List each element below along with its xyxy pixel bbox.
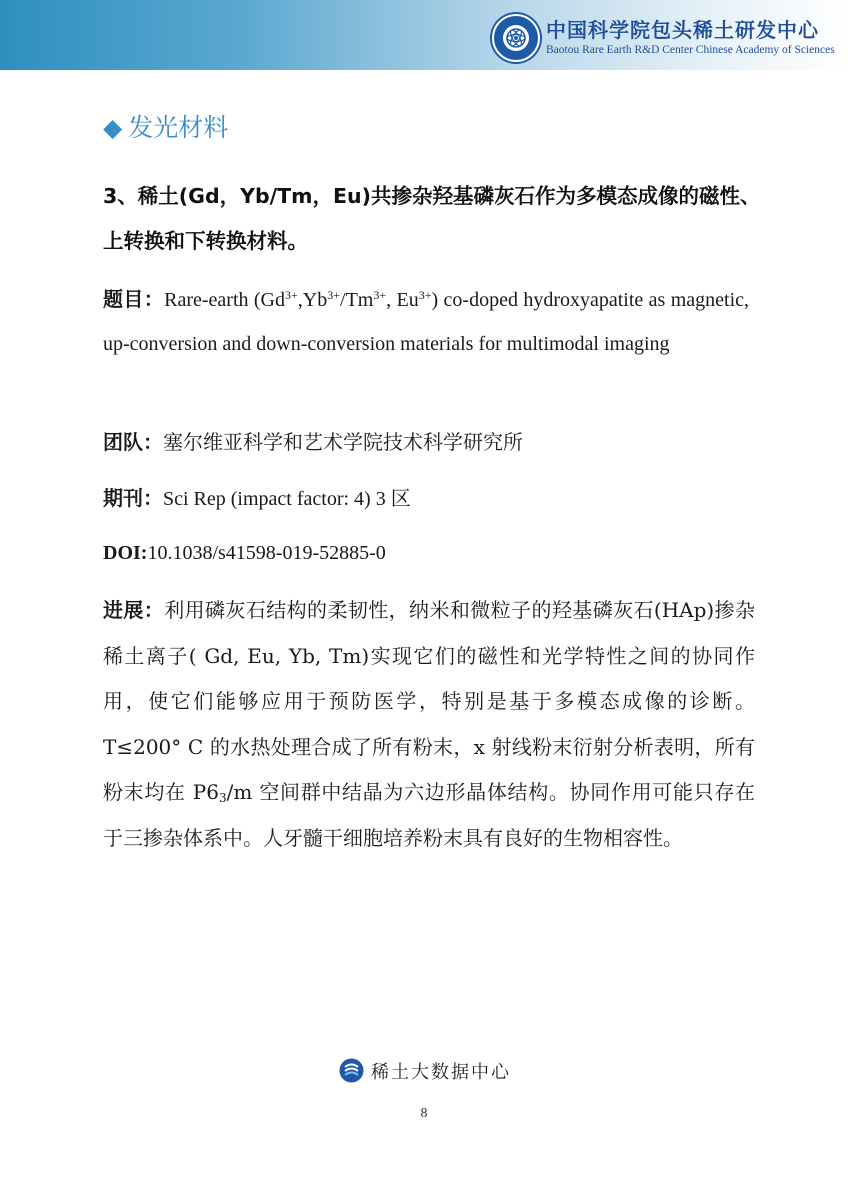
title-text-part: ,Yb [297, 289, 328, 311]
team-text: 塞尔维亚科学和艺术学院技术科学研究所 [163, 430, 523, 454]
title-text-part: ) co-doped hydroxyapatite as magnetic, up-conversion and down-conversion materials for multimodal imaging [103, 289, 750, 355]
article-headline: 3、稀土(Gd，Yb/Tm，Eu)共掺杂羟基磷灰石作为多模态成像的磁性、上转换和下转换材料。 [103, 184, 761, 253]
progress-subscript: 3 [218, 791, 227, 805]
cas-logo-icon [492, 14, 540, 62]
journal-label: 期刊： [103, 486, 163, 510]
progress-label: 进展： [103, 598, 165, 622]
title-text-part: Rare-earth (Gd [164, 289, 285, 311]
article-doi [103, 531, 749, 575]
article-progress [103, 588, 755, 861]
team-label: 团队： [103, 430, 163, 454]
article-title [103, 277, 749, 366]
progress-text-part: /m 空间群中结晶为六边形晶体结构。协同作用可能只存在于三掺杂体系中。人牙髓干细胞培养粉末具有良好的生物相容性。 [103, 780, 755, 850]
diamond-icon: ◆ [103, 113, 123, 142]
title-superscript: 3+ [327, 288, 341, 302]
footer-text: 稀土大数据中心 [371, 1062, 511, 1083]
progress-text-part: 利用磷灰石结构的柔韧性，纳米和微粒子的羟基磷灰石(HAp)掺杂稀土离子( Gd, Eu, Yb, Tm)实现它们的磁性和光学特性之间的协同作用，使它们能够应用于预防医学，特别是基于多模态成像的诊断。T≤200° C 的水热处理合成了所有粉末，x 射线粉末衍射分析表明，所有粉末均在 P6 [103, 598, 756, 804]
article-team [103, 420, 749, 465]
org-name-en: Baotou Rare Earth R&D Center Chinese Academy of Sciences [546, 44, 835, 56]
journal-text: Sci Rep (impact factor: 4) 3 区 [163, 488, 411, 510]
section-title-text: 发光材料 [128, 113, 229, 142]
title-text-part: , Eu [386, 289, 419, 311]
title-superscript: 3+ [418, 288, 432, 302]
article-journal [103, 476, 749, 521]
org-name-cn: 中国科学院包头稀土研发中心 [546, 18, 819, 42]
title-superscript: 3+ [373, 288, 387, 302]
page-number: 8 [420, 1106, 428, 1121]
title-superscript: 3+ [285, 288, 298, 302]
title-label: 题目： [103, 287, 165, 311]
section-title [103, 108, 228, 144]
doi-label: DOI: [103, 542, 148, 564]
title-text-part: /Tm [340, 289, 374, 311]
data-center-logo-icon [339, 1058, 364, 1083]
doi-text[interactable]: 10.1038/s41598-019-52885-0 [147, 542, 386, 564]
